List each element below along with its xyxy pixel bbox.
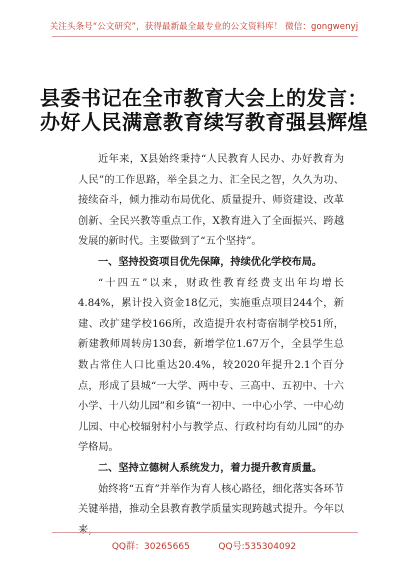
document-title-line-1: 县委书记在全市教育大会上的发言： [40, 86, 368, 110]
footer-contact: QQ群：30265665 QQ号:535304092 [111, 542, 297, 552]
section-1-paragraph: “十四五”以来，财政性教育经费支出年均增长4.84%，累计投入资金18亿元，实施重点项目244个，新建、改扩建学校166所，改造提升农村寄宿制学校51所，新建教师周转房130套，新增学位1.67万个，全县学生总数占常住人口比重达20.4%，较2020年提升2.1个百分点，形成了县城“一大学、两中专、三高中、五初中、十六小学、十八幼儿园”和乡镇“一初中、一中心小学、一中心幼儿园、中心校辐射村小与教学点、行政村均有幼儿园”的办学格局。 [78, 277, 344, 454]
section-heading-1: 一、坚持投资项目优先保障，持续优化学校布局。 [98, 256, 323, 268]
header-banner: 关注头条号“公文研究”，获得最新最全最专业的公文资料库！ 微信：gongwenyj [49, 22, 359, 32]
footer-divider [52, 532, 358, 533]
document-body [78, 150, 344, 541]
header-divider [52, 36, 358, 37]
section-2-paragraph: 始终将“五育”并举作为育人核心路径，细化落实各环节关键举措，推动全县教育教学质量实现跨越式提升。今年以来， [78, 483, 344, 536]
document-title-line-2: 办好人民满意教育续写教育强县辉煌 [40, 110, 368, 134]
section-heading-2: 二、坚持立德树人系统发力，着力提升教育质量。 [98, 462, 323, 474]
intro-paragraph: 近年来，X县始终秉持“人民教育人民办、办好教育为人民”的工作思路，举全县之力、汇全民之智，久久为功、接续奋斗，倾力推动布局优化、质量提升、师资建设、改革创新、全民兴教等重点工作，X教育进入了全面振兴、跨越发展的新时代。主要做到了“五个坚持”。 [78, 154, 344, 248]
